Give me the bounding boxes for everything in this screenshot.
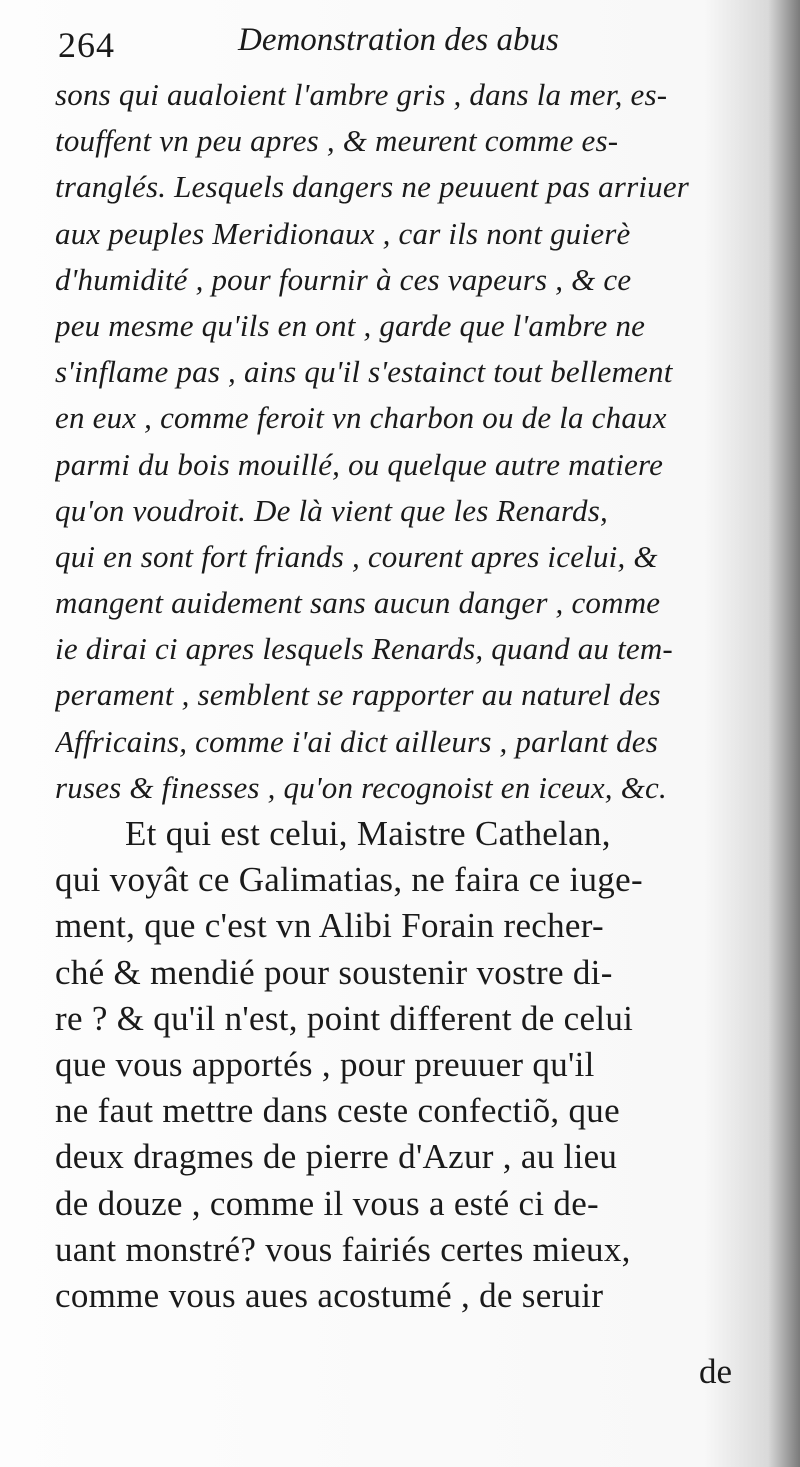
page-header xyxy=(58,18,758,74)
text-line: sons qui aualoient l'ambre gris , dans la mer, es- xyxy=(55,77,668,112)
text-line: peu mesme qu'ils en ont , garde que l'ambre ne xyxy=(55,307,646,343)
roman-paragraph xyxy=(55,811,745,1319)
text-line: que vous apportés , pour preuuer qu'il xyxy=(55,1044,595,1084)
text-line: qui voyât ce Galimatias, ne faira ce iuge- xyxy=(55,860,643,900)
running-head: Demonstration des abus xyxy=(238,22,559,58)
text-line: s'inflame pas , ains qu'il s'estainct tout bellement xyxy=(55,354,673,390)
text-line: qu'on voudroit. De là vient que les Renards, xyxy=(55,492,608,528)
text-line: deux dragmes de pierre d'Azur , au lieu xyxy=(55,1137,618,1177)
text-line: mangent auidement sans aucun danger , comme xyxy=(55,585,661,621)
text-line: uant monstré? vous fairiés certes mieux, xyxy=(55,1229,631,1269)
catchword: de xyxy=(698,1352,732,1391)
text-line: qui en sont fort friands , courent apres icelui, & xyxy=(55,538,658,574)
text-line: Et qui est celui, Maistre Cathelan, xyxy=(125,814,611,853)
page-number: 264 xyxy=(58,25,115,65)
text-line: Affricains, comme i'ai dict ailleurs , parlant des xyxy=(55,723,658,759)
text-line: d'humidité , pour fournir à ces vapeurs , & ce xyxy=(55,261,632,297)
text-line: en eux , comme feroit vn charbon ou de la chaux xyxy=(55,400,667,436)
text-line: ment, que c'est vn Alibi Forain recher- xyxy=(55,906,604,946)
text-line: tranglés. Lesquels dangers ne peuuent pas arriuer xyxy=(55,169,690,205)
text-line: ruses & finesses , qu'on recognoist en iceux, &c. xyxy=(55,769,667,805)
text-line: ne faut mettre dans ceste confectiõ, que xyxy=(55,1091,620,1131)
text-line: ie dirai ci apres lesquels Renards, quand au tem- xyxy=(55,631,673,667)
text-line: perament , semblent se rapporter au naturel des xyxy=(55,677,661,713)
text-line: aux peuples Meridionaux , car ils nont guierè xyxy=(55,215,631,251)
italic-quotation xyxy=(55,72,745,811)
text-line: touffent vn peu apres , & meurent comme es- xyxy=(55,123,619,159)
text-line: parmi du bois mouillé, ou quelque autre matiere xyxy=(55,446,664,482)
text-line: ché & mendié pour soustenir vostre di- xyxy=(55,952,613,992)
body-text xyxy=(55,72,745,1319)
text-line: de douze , comme il vous a esté ci de- xyxy=(55,1183,599,1223)
text-line: re ? & qu'il n'est, point different de celui xyxy=(55,998,634,1038)
text-line: comme vous aues acostumé , de seruir xyxy=(55,1275,604,1315)
